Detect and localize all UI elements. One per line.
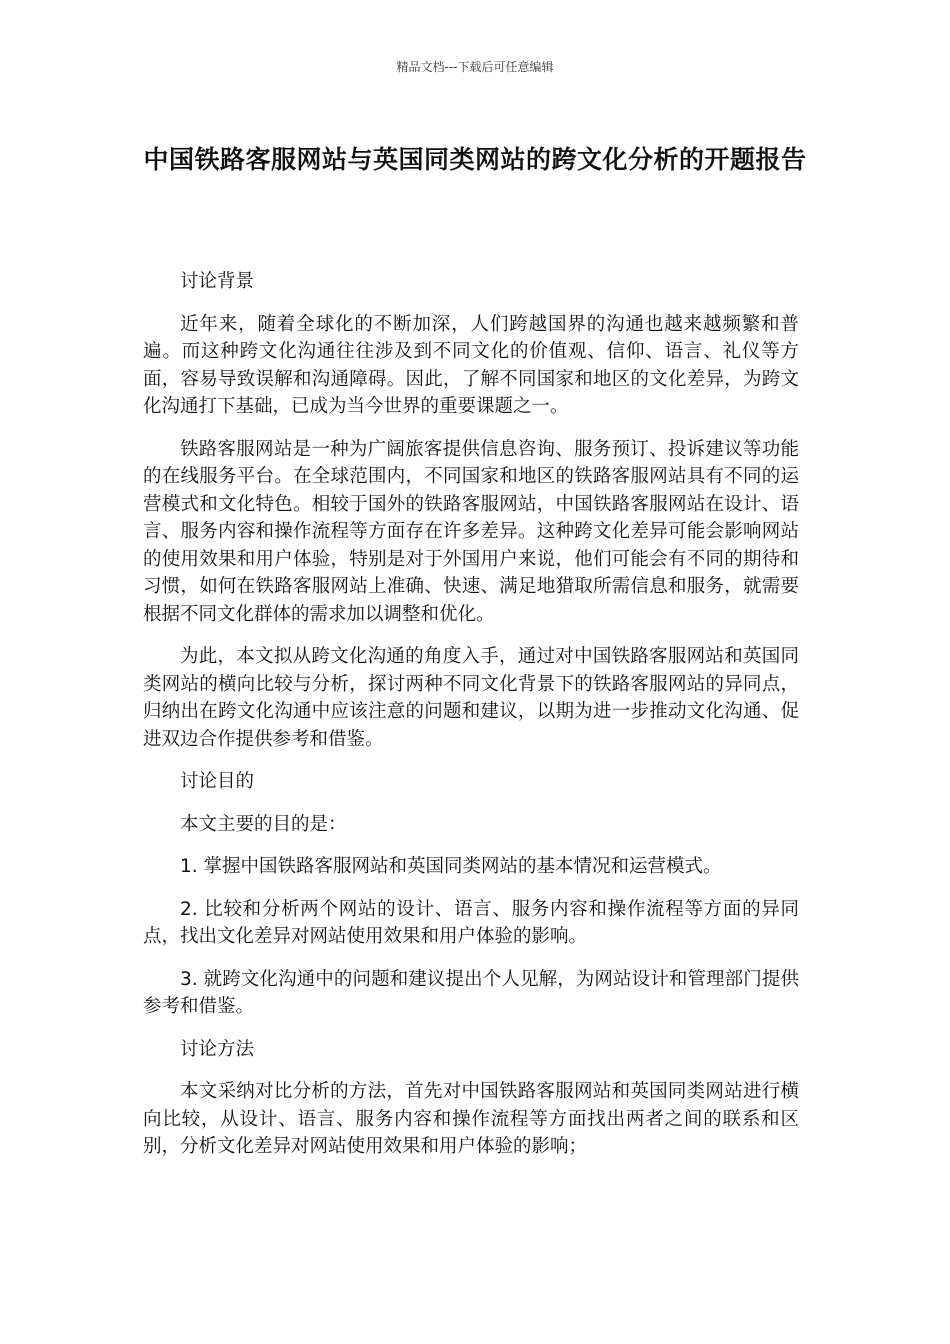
section-heading-method: 讨论方法: [180, 1038, 255, 1060]
document-title: 中国铁路客服网站与英国同类网站的跨文化分析的开题报告: [143, 145, 807, 174]
section-heading-background: 讨论背景: [180, 271, 255, 292]
list-item: 2. 比较和分析两个网站的设计、语言、服务内容和操作流程等方面的异同点，找出文化差异对网站使用效果和用户体验的影响。: [143, 898, 799, 947]
list-item: 1. 掌握中国铁路客服网站和英国同类网站的基本情况和运营模式。: [180, 856, 722, 877]
body-paragraph: 近年来，随着全球化的不断加深，人们跨越国界的沟通也越来越频繁和普遍。而这种跨文化沟通往往涉及到不同文化的价值观、信仰、语言、礼仪等方面，容易导致误解和沟通障碍。因此，了解不同国家和地区的文化差异，为跨文化沟通打下基础，已成为当今世界的重要课题之一。: [143, 313, 799, 417]
body-paragraph: 本文采纳对比分析的方法，首先对中国铁路客服网站和英国同类网站进行横向比较，从设计、语言、服务内容和操作流程等方面找出两者之间的联系和区别，分析文化差异对网站使用效果和用户体验的影响；: [143, 1081, 799, 1157]
body-paragraph: 为此，本文拟从跨文化沟通的角度入手，通过对中国铁路客服网站和英国同类网站的横向比较与分析，探讨两种不同文化背景下的铁路客服网站的异同点，归纳出在跨文化沟通中应该注意的问题和建议，以期为进一步推动文化沟通、促进双边合作提供参考和借鉴。: [143, 646, 799, 750]
list-item: 3. 就跨文化沟通中的问题和建议提出个人见解，为网站设计和管理部门提供参考和借鉴。: [143, 968, 799, 1017]
body-paragraph: 本文主要的目的是：: [180, 813, 347, 835]
section-heading-purpose: 讨论目的: [180, 771, 255, 792]
document-body: [143, 268, 799, 1176]
body-paragraph: 铁路客服网站是一种为广阔旅客提供信息咨询、服务预订、投诉建议等功能的在线服务平台。在全球范围内，不同国家和地区的铁路客服网站具有不同的运营模式和文化特色。相较于国外的铁路客服网站，中国铁路客服网站在设计、语言、服务内容和操作流程等方面存在许多差异。这种跨文化差异可能会影响网站的使用效果和用户体验，特别是对于外国用户来说，他们可能会有不同的期待和习惯，如何在铁路客服网站上准确、快速、满足地猎取所需信息和服务，就需要根据不同文化群体的需求加以调整和优化。: [143, 438, 799, 625]
header-note: 精品文档---下载后可任意编辑: [396, 60, 554, 74]
